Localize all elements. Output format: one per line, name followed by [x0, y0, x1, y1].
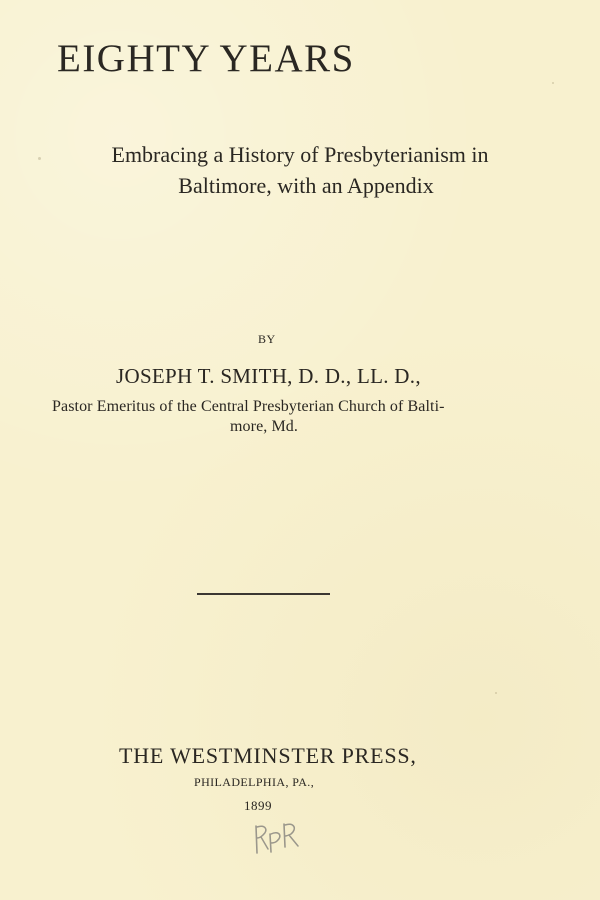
paper-speck	[495, 692, 497, 694]
publication-year: 1899	[244, 798, 272, 813]
author-affiliation-line-1: Pastor Emeritus of the Central Presbyterian Church of Balti-	[52, 398, 445, 415]
separator-rule	[197, 593, 330, 595]
publisher-place: PHILADELPHIA, PA.,	[194, 775, 315, 789]
subtitle-line-2: Baltimore, with an Appendix	[178, 173, 434, 198]
subtitle-line-1: Embracing a History of Presbyterianism in	[111, 142, 489, 167]
book-subtitle	[0, 139, 600, 201]
author-name: JOSEPH T. SMITH, D. D., LL. D.,	[116, 364, 421, 388]
byline: BY	[258, 332, 276, 346]
author-affiliation-line-2: more, Md.	[230, 418, 299, 435]
publisher-name: THE WESTMINSTER PRESS,	[119, 743, 417, 768]
handwritten-signature-icon	[248, 816, 306, 858]
book-title: EIGHTY YEARS	[57, 37, 355, 80]
paper-speck	[552, 82, 554, 84]
